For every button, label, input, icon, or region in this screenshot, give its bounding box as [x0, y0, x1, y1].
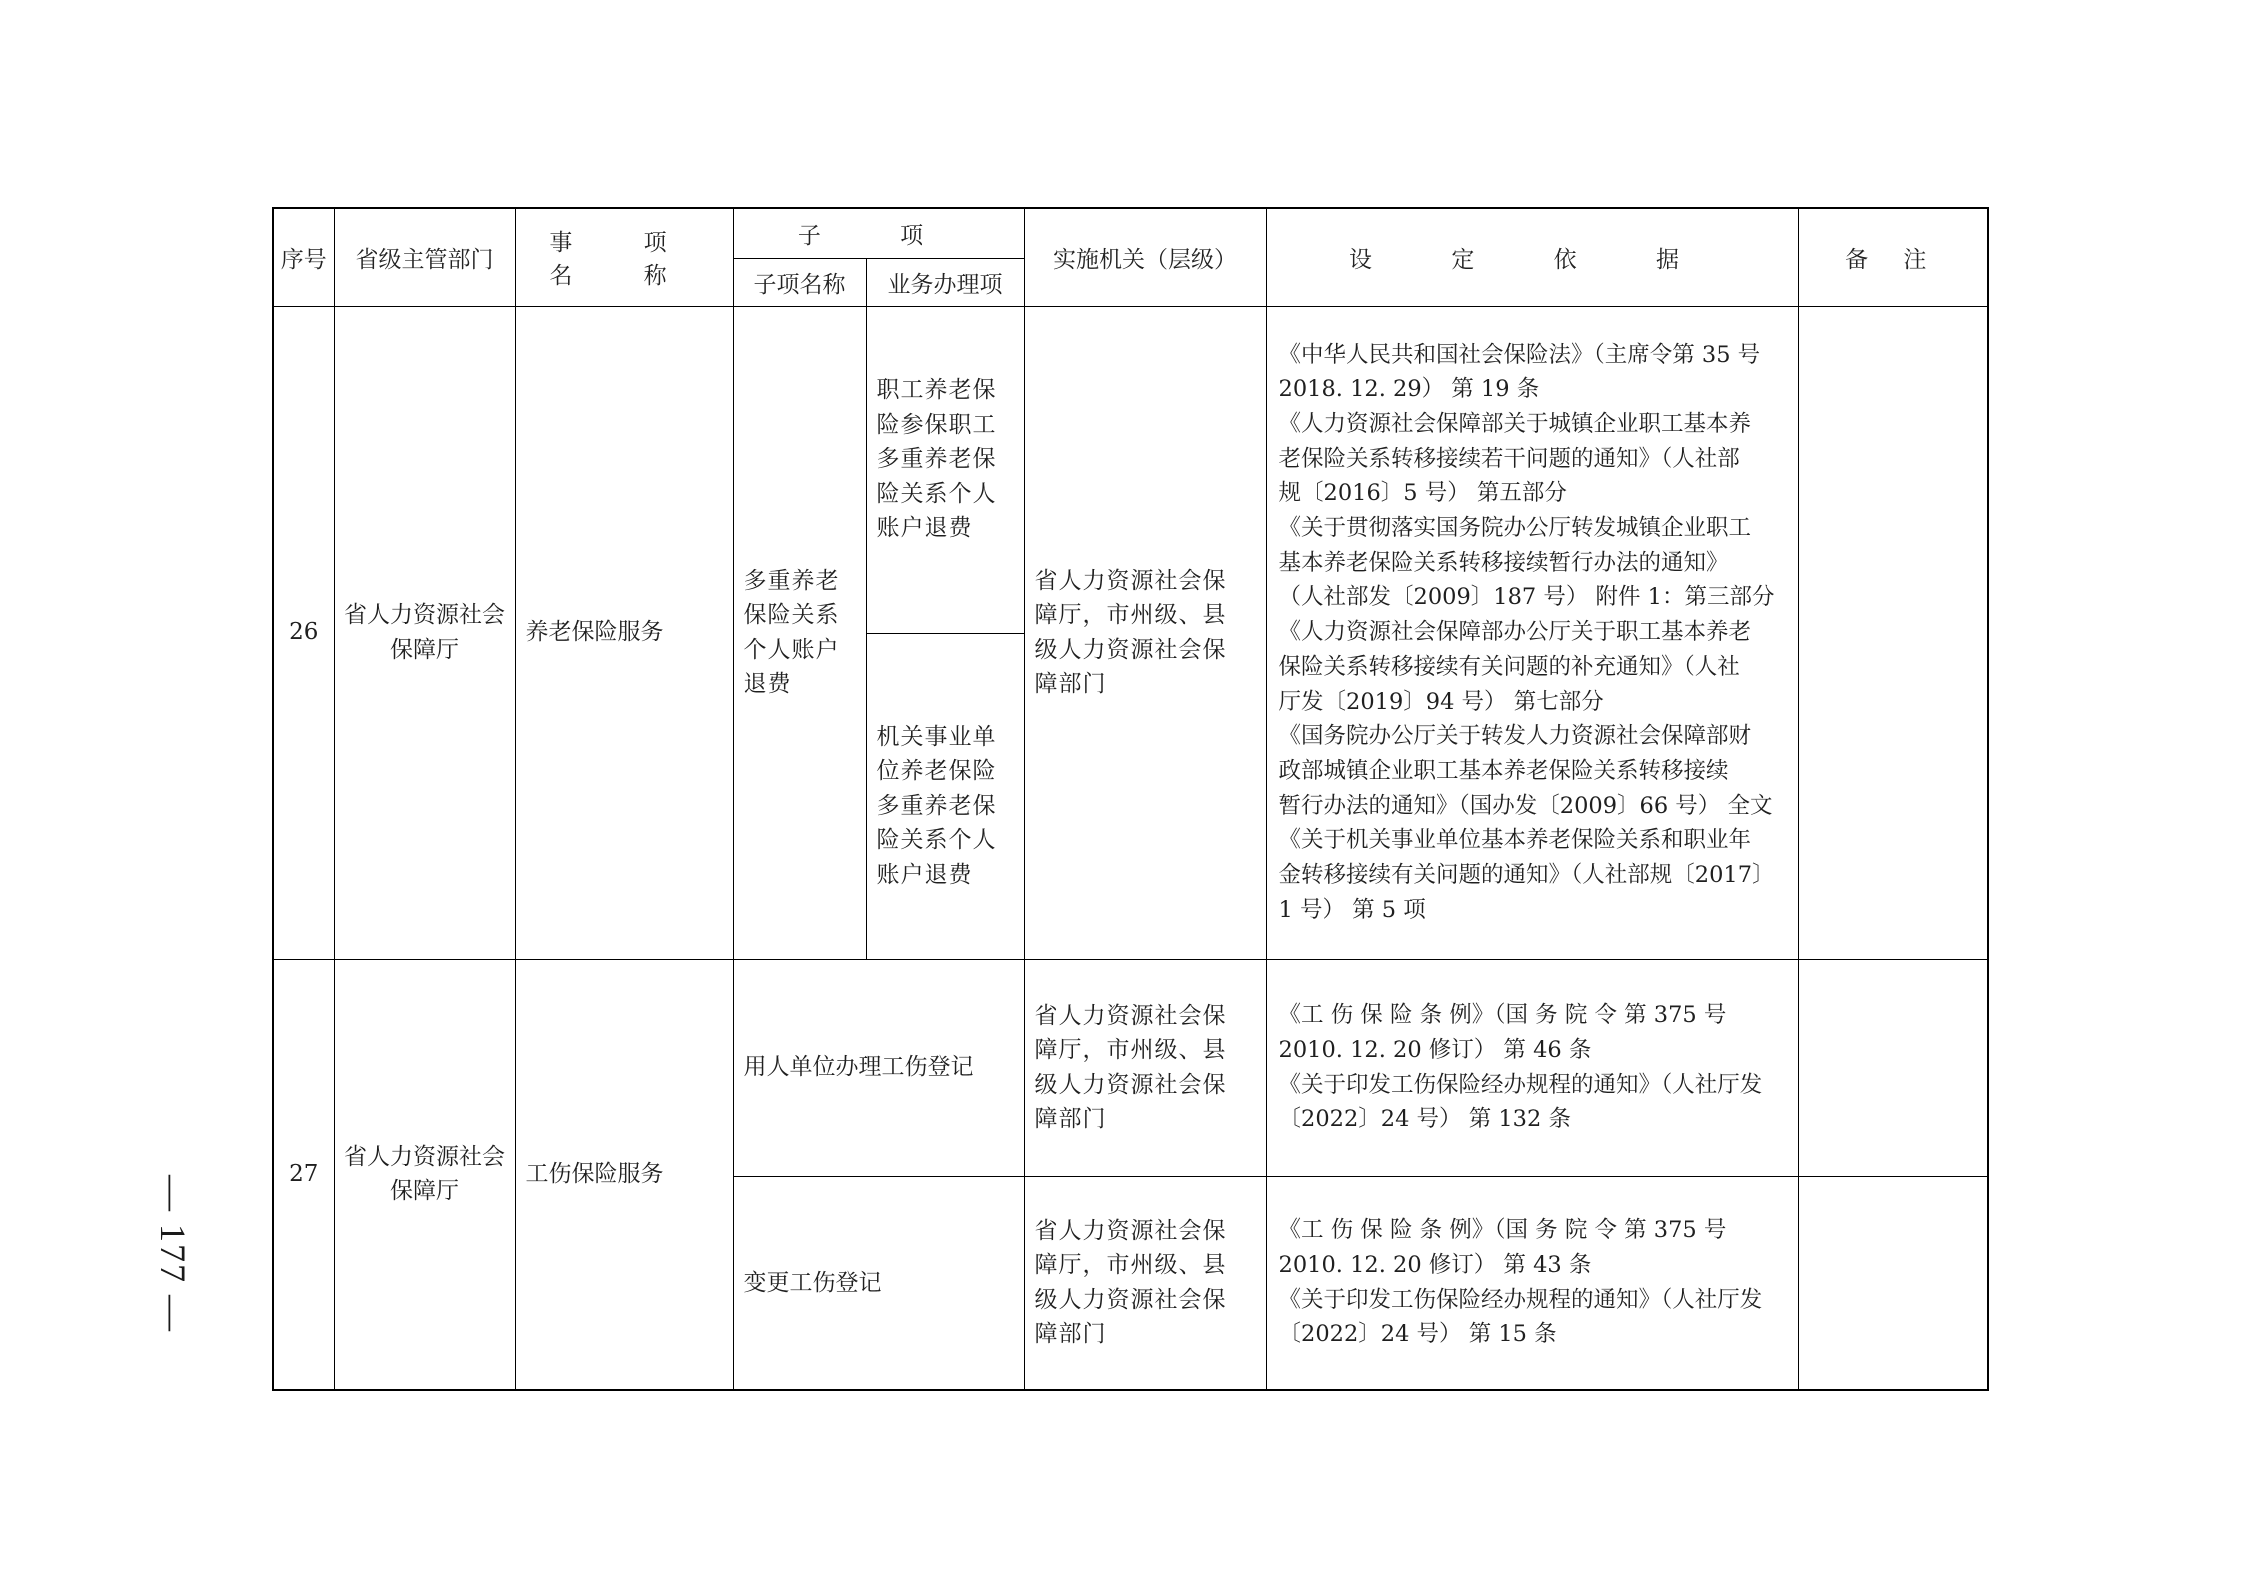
- business-line: 多重养老保: [876, 446, 997, 473]
- basis-line: 基本养老保险关系转移接续暂行办法的通知》: [1278, 549, 1729, 576]
- basis-line: 规〔2016〕5 号） 第五部分: [1278, 480, 1567, 507]
- org-line: 障部门: [1034, 1321, 1107, 1348]
- basis-line: 《中华人民共和国社会保险法》（主席令第 35 号: [1278, 341, 1761, 368]
- row-org: [1024, 1176, 1266, 1390]
- sub-name-line: 个人账户: [743, 636, 840, 663]
- org-line: 级人力资源社会保: [1034, 636, 1227, 663]
- basis-line: 保险关系转移接续有关问题的补充通知》（人社: [1278, 653, 1740, 680]
- dept-line: 保障厅: [390, 1178, 459, 1205]
- basis-line: 2010. 12. 20 修订） 第 43 条: [1278, 1252, 1592, 1279]
- row-seq: 27: [273, 959, 334, 1390]
- business-line: 职工养老保: [876, 377, 997, 404]
- header-item-name: 事 项 名 称: [515, 208, 733, 306]
- org-line: 省人力资源社会保: [1034, 1002, 1227, 1029]
- row-sub-item-name: [733, 306, 866, 959]
- row-remark: [1798, 959, 1988, 1176]
- row-remark: [1798, 1176, 1988, 1390]
- org-line: 障部门: [1034, 1106, 1107, 1132]
- table-row: [273, 959, 1988, 1176]
- row-org: [1024, 959, 1266, 1176]
- basis-line: 〔2022〕24 号） 第 15 条: [1278, 1321, 1557, 1348]
- row-sub-item-name: 用人单位办理工伤登记: [733, 959, 1024, 1176]
- org-line: 障部门: [1034, 671, 1107, 697]
- basis-line: 《关于机关事业单位基本养老保险关系和职业年: [1278, 827, 1752, 854]
- org-line: 省人力资源社会保: [1034, 567, 1227, 594]
- row-basis: [1266, 1176, 1798, 1390]
- row-dept: [334, 959, 515, 1390]
- sub-name-line: 保险关系: [743, 602, 840, 628]
- row-item-name: 工伤保险服务: [515, 959, 733, 1390]
- basis-line: 暂行办法的通知》（国办发〔2009〕66 号） 全文: [1278, 792, 1773, 819]
- org-line: 级人力资源社会保: [1034, 1286, 1227, 1313]
- dept-line: 省人力资源社会: [344, 1143, 505, 1170]
- sub-name-line: 多重养老: [743, 567, 840, 594]
- org-line: 障厅，市州级、县: [1034, 1037, 1227, 1063]
- basis-line: 1 号） 第 5 项: [1278, 896, 1426, 923]
- basis-line: 厅发〔2019〕94 号） 第七部分: [1278, 688, 1604, 715]
- business-line: 险关系个人: [876, 827, 997, 854]
- basis-line: 《人力资源社会保障部办公厅关于职工基本养老: [1278, 619, 1752, 646]
- basis-line: 政部城镇企业职工基本养老保险关系转移接续: [1278, 757, 1729, 784]
- header-org: 实施机关（层级）: [1024, 208, 1266, 306]
- business-line: 险参保职工: [876, 411, 997, 438]
- dept-line: 省人力资源社会: [344, 602, 505, 628]
- basis-line: 《关于贯彻落实国务院办公厅转发城镇企业职工: [1278, 515, 1752, 542]
- org-line: 障厅，市州级、县: [1034, 602, 1227, 628]
- basis-line: 〔2022〕24 号） 第 132 条: [1278, 1106, 1571, 1133]
- basis-line: 2010. 12. 20 修订） 第 46 条: [1278, 1036, 1592, 1063]
- basis-line: 《人力资源社会保障部关于城镇企业职工基本养: [1278, 410, 1752, 437]
- row-basis: [1266, 306, 1798, 959]
- business-item: [866, 306, 1024, 633]
- header-sub-item-name: 子项名称: [733, 258, 866, 306]
- basis-line: 《工 伤 保 险 条 例》（国 务 院 令 第 375 号: [1278, 1217, 1727, 1244]
- business-line: 多重养老保: [876, 792, 997, 819]
- basis-line: （人社部发〔2009〕187 号） 附件 1：第三部分: [1278, 584, 1775, 611]
- org-line: 障厅，市州级、县: [1034, 1252, 1227, 1279]
- page-number: — 177 —: [153, 1175, 193, 1333]
- header-basis: 设 定 依 据: [1266, 208, 1798, 306]
- row-seq: 26: [273, 306, 334, 959]
- header-sub-item: 子 项: [733, 208, 1024, 258]
- basis-line: 老保险关系转移接续若干问题的通知》（人社部: [1278, 445, 1740, 472]
- business-line: 机关事业单: [876, 723, 997, 750]
- business-line: 位养老保险: [876, 758, 997, 785]
- business-line: 账户退费: [876, 515, 973, 542]
- basis-line: 2018. 12. 29） 第 19 条: [1278, 376, 1540, 403]
- header-business: 业务办理项: [866, 258, 1024, 306]
- sub-name-line: 退费: [743, 671, 792, 697]
- header-remark: 备 注: [1798, 208, 1988, 306]
- org-line: 级人力资源社会保: [1034, 1071, 1227, 1098]
- business-item: [866, 633, 1024, 959]
- basis-line: 《关于印发工伤保险经办规程的通知》（人社厅发: [1278, 1286, 1763, 1313]
- dept-line: 保障厅: [390, 636, 459, 663]
- basis-line: 《工 伤 保 险 条 例》（国 务 院 令 第 375 号: [1278, 1002, 1727, 1029]
- row-dept: [334, 306, 515, 959]
- table-row: [273, 306, 1988, 633]
- row-sub-item-name: 变更工伤登记: [733, 1176, 1024, 1390]
- business-line: 账户退费: [876, 861, 973, 888]
- basis-line: 《国务院办公厅关于转发人力资源社会保障部财: [1278, 723, 1752, 750]
- business-line: 险关系个人: [876, 480, 997, 507]
- basis-line: 《关于印发工伤保险经办规程的通知》（人社厅发: [1278, 1071, 1763, 1098]
- basis-line: 金转移接续有关问题的通知》（人社部规〔2017〕: [1278, 862, 1775, 889]
- header-dept: 省级主管部门: [334, 208, 515, 306]
- header-seq: 序号: [273, 208, 334, 306]
- catalog-table: [272, 207, 1989, 1391]
- row-org: [1024, 306, 1266, 959]
- org-line: 省人力资源社会保: [1034, 1217, 1227, 1244]
- row-remark: [1798, 306, 1988, 959]
- row-item-name: 养老保险服务: [515, 306, 733, 959]
- row-basis: [1266, 959, 1798, 1176]
